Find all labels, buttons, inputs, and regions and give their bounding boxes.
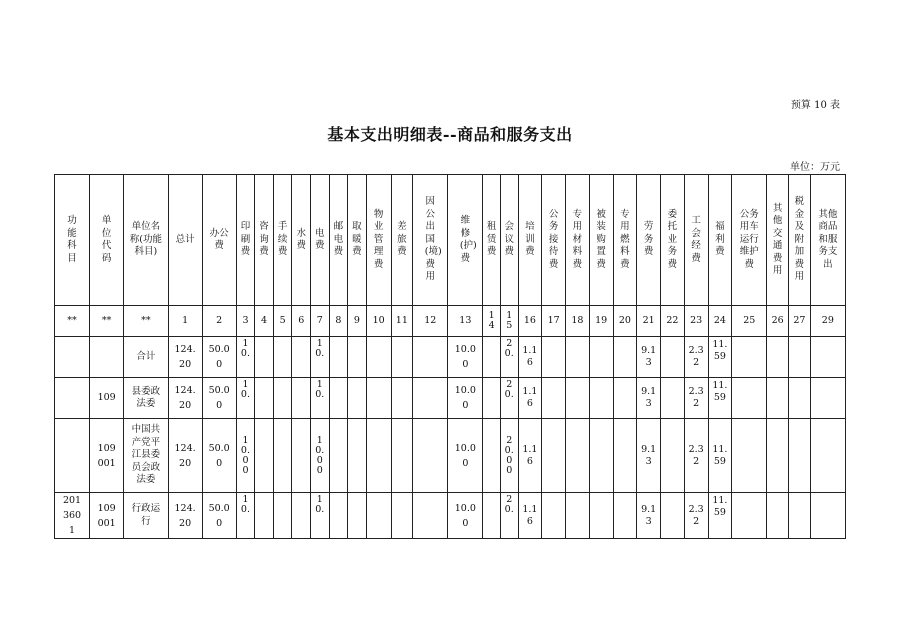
col-header: 被装购置费 xyxy=(589,175,613,306)
index-cell: 4 xyxy=(255,306,274,337)
col-header: 因公出国(境)费用 xyxy=(413,175,448,306)
electricity-cell: 10. xyxy=(311,378,330,419)
index-cell: 24 xyxy=(708,306,732,337)
office-cell: 50.00 xyxy=(202,419,236,493)
header-row xyxy=(55,175,846,306)
col-header: 劳务费 xyxy=(637,175,661,306)
union-cell: 2.32 xyxy=(684,337,708,378)
index-cell: 16 xyxy=(518,306,542,337)
index-cell: 17 xyxy=(542,306,566,337)
training-cell: 1.16 xyxy=(518,419,542,493)
unit-label: 单位：万元 xyxy=(790,162,840,173)
func-code-cell xyxy=(55,337,90,378)
func-code-cell xyxy=(55,419,90,493)
form-number: 预算 10 表 xyxy=(790,100,840,111)
unit-name-cell: 中国共产党平江县委员会政法委 xyxy=(124,419,168,493)
col-header: 功能科目 xyxy=(55,175,90,306)
total-cell: 124.20 xyxy=(168,378,202,419)
index-cell: 1 xyxy=(168,306,202,337)
unit-code-cell: 109 xyxy=(90,378,124,419)
labor-cell: 9.13 xyxy=(637,493,661,539)
unit-name-cell: 合计 xyxy=(124,337,168,378)
col-header: 培训费 xyxy=(518,175,542,306)
col-header: 咨询费 xyxy=(255,175,274,306)
col-header: 物业管理费 xyxy=(366,175,391,306)
index-cell: 20 xyxy=(613,306,637,337)
index-cell: 22 xyxy=(661,306,685,337)
col-header: 邮电费 xyxy=(329,175,348,306)
index-cell: 23 xyxy=(684,306,708,337)
index-cell: 13 xyxy=(448,306,483,337)
col-header: 工会经费 xyxy=(684,175,708,306)
index-cell: 18 xyxy=(566,306,590,337)
col-header: 租赁费 xyxy=(483,175,501,306)
repair-cell: 10.00 xyxy=(448,378,483,419)
index-cell: 10 xyxy=(366,306,391,337)
labor-cell: 9.13 xyxy=(637,419,661,493)
index-cell: ** xyxy=(55,306,90,337)
unit-code-cell: 109001 xyxy=(90,493,124,539)
table-row xyxy=(55,337,846,378)
col-header: 会议费 xyxy=(500,175,518,306)
office-cell: 50.00 xyxy=(202,337,236,378)
repair-cell: 10.00 xyxy=(448,493,483,539)
index-row xyxy=(55,306,846,337)
index-cell: 27 xyxy=(789,306,811,337)
office-cell: 50.00 xyxy=(202,493,236,539)
table-row xyxy=(55,419,846,493)
index-cell: 2 xyxy=(202,306,236,337)
index-cell: 14 xyxy=(483,306,501,337)
page-title: 基本支出明细表--商品和服务支出 xyxy=(327,125,573,144)
table-row xyxy=(55,378,846,419)
index-cell: ** xyxy=(90,306,124,337)
meeting-cell: 20. xyxy=(500,378,518,419)
index-cell: 12 xyxy=(413,306,448,337)
repair-cell: 10.00 xyxy=(448,419,483,493)
labor-cell: 9.13 xyxy=(637,378,661,419)
index-cell: 26 xyxy=(767,306,789,337)
expenditure-table xyxy=(54,174,846,539)
index-cell: 3 xyxy=(236,306,255,337)
welfare-cell: 11.59 xyxy=(708,378,732,419)
index-cell: 21 xyxy=(637,306,661,337)
index-cell: 15 xyxy=(500,306,518,337)
electricity-cell: 10.00 xyxy=(311,419,330,493)
col-header: 维修(护)费 xyxy=(448,175,483,306)
col-header: 公务用车运行维护费 xyxy=(732,175,767,306)
col-header: 公务接待费 xyxy=(542,175,566,306)
training-cell: 1.16 xyxy=(518,337,542,378)
training-cell: 1.16 xyxy=(518,378,542,419)
index-cell: 5 xyxy=(273,306,292,337)
col-header: 取暖费 xyxy=(348,175,367,306)
print-cell: 10. xyxy=(236,493,255,539)
col-header: 委托业务费 xyxy=(661,175,685,306)
col-header: 单位名称(功能科目) xyxy=(124,175,168,306)
welfare-cell: 11.59 xyxy=(708,419,732,493)
col-header: 水费 xyxy=(292,175,311,306)
total-cell: 124.20 xyxy=(168,337,202,378)
unit-name-cell: 县委政法委 xyxy=(124,378,168,419)
table-row xyxy=(55,493,846,539)
unit-name-cell: 行政运行 xyxy=(124,493,168,539)
total-cell: 124.20 xyxy=(168,419,202,493)
labor-cell: 9.13 xyxy=(637,337,661,378)
index-cell: 11 xyxy=(391,306,413,337)
unit-code-cell: 109001 xyxy=(90,419,124,493)
col-header: 其他交通费用 xyxy=(767,175,789,306)
col-header: 总计 xyxy=(168,175,202,306)
col-header: 福利费 xyxy=(708,175,732,306)
index-cell: 25 xyxy=(732,306,767,337)
union-cell: 2.32 xyxy=(684,419,708,493)
func-code-cell: 2013601 xyxy=(55,493,90,539)
welfare-cell: 11.59 xyxy=(708,337,732,378)
col-header: 办公费 xyxy=(202,175,236,306)
print-cell: 10. xyxy=(236,337,255,378)
meeting-cell: 20. xyxy=(500,337,518,378)
col-header: 单位代码 xyxy=(90,175,124,306)
col-header: 手续费 xyxy=(273,175,292,306)
electricity-cell: 10. xyxy=(311,493,330,539)
col-header: 专用材料费 xyxy=(566,175,590,306)
union-cell: 2.32 xyxy=(684,378,708,419)
index-cell: 6 xyxy=(292,306,311,337)
index-cell: ** xyxy=(124,306,168,337)
total-cell: 124.20 xyxy=(168,493,202,539)
unit-code-cell xyxy=(90,337,124,378)
col-header: 电费 xyxy=(311,175,330,306)
training-cell: 1.16 xyxy=(518,493,542,539)
index-cell: 29 xyxy=(810,306,845,337)
index-cell: 9 xyxy=(348,306,367,337)
col-header: 印刷费 xyxy=(236,175,255,306)
meeting-cell: 20.00 xyxy=(500,419,518,493)
index-cell: 19 xyxy=(589,306,613,337)
func-code-cell xyxy=(55,378,90,419)
index-cell: 7 xyxy=(311,306,330,337)
print-cell: 10.00 xyxy=(236,419,255,493)
office-cell: 50.00 xyxy=(202,378,236,419)
welfare-cell: 11.59 xyxy=(708,493,732,539)
col-header: 专用燃料费 xyxy=(613,175,637,306)
index-cell: 8 xyxy=(329,306,348,337)
col-header: 差旅费 xyxy=(391,175,413,306)
col-header: 其他商品和服务支出 xyxy=(810,175,845,306)
union-cell: 2.32 xyxy=(684,493,708,539)
electricity-cell: 10. xyxy=(311,337,330,378)
meeting-cell: 20. xyxy=(500,493,518,539)
repair-cell: 10.00 xyxy=(448,337,483,378)
col-header: 税金及附加费用 xyxy=(789,175,811,306)
print-cell: 10. xyxy=(236,378,255,419)
